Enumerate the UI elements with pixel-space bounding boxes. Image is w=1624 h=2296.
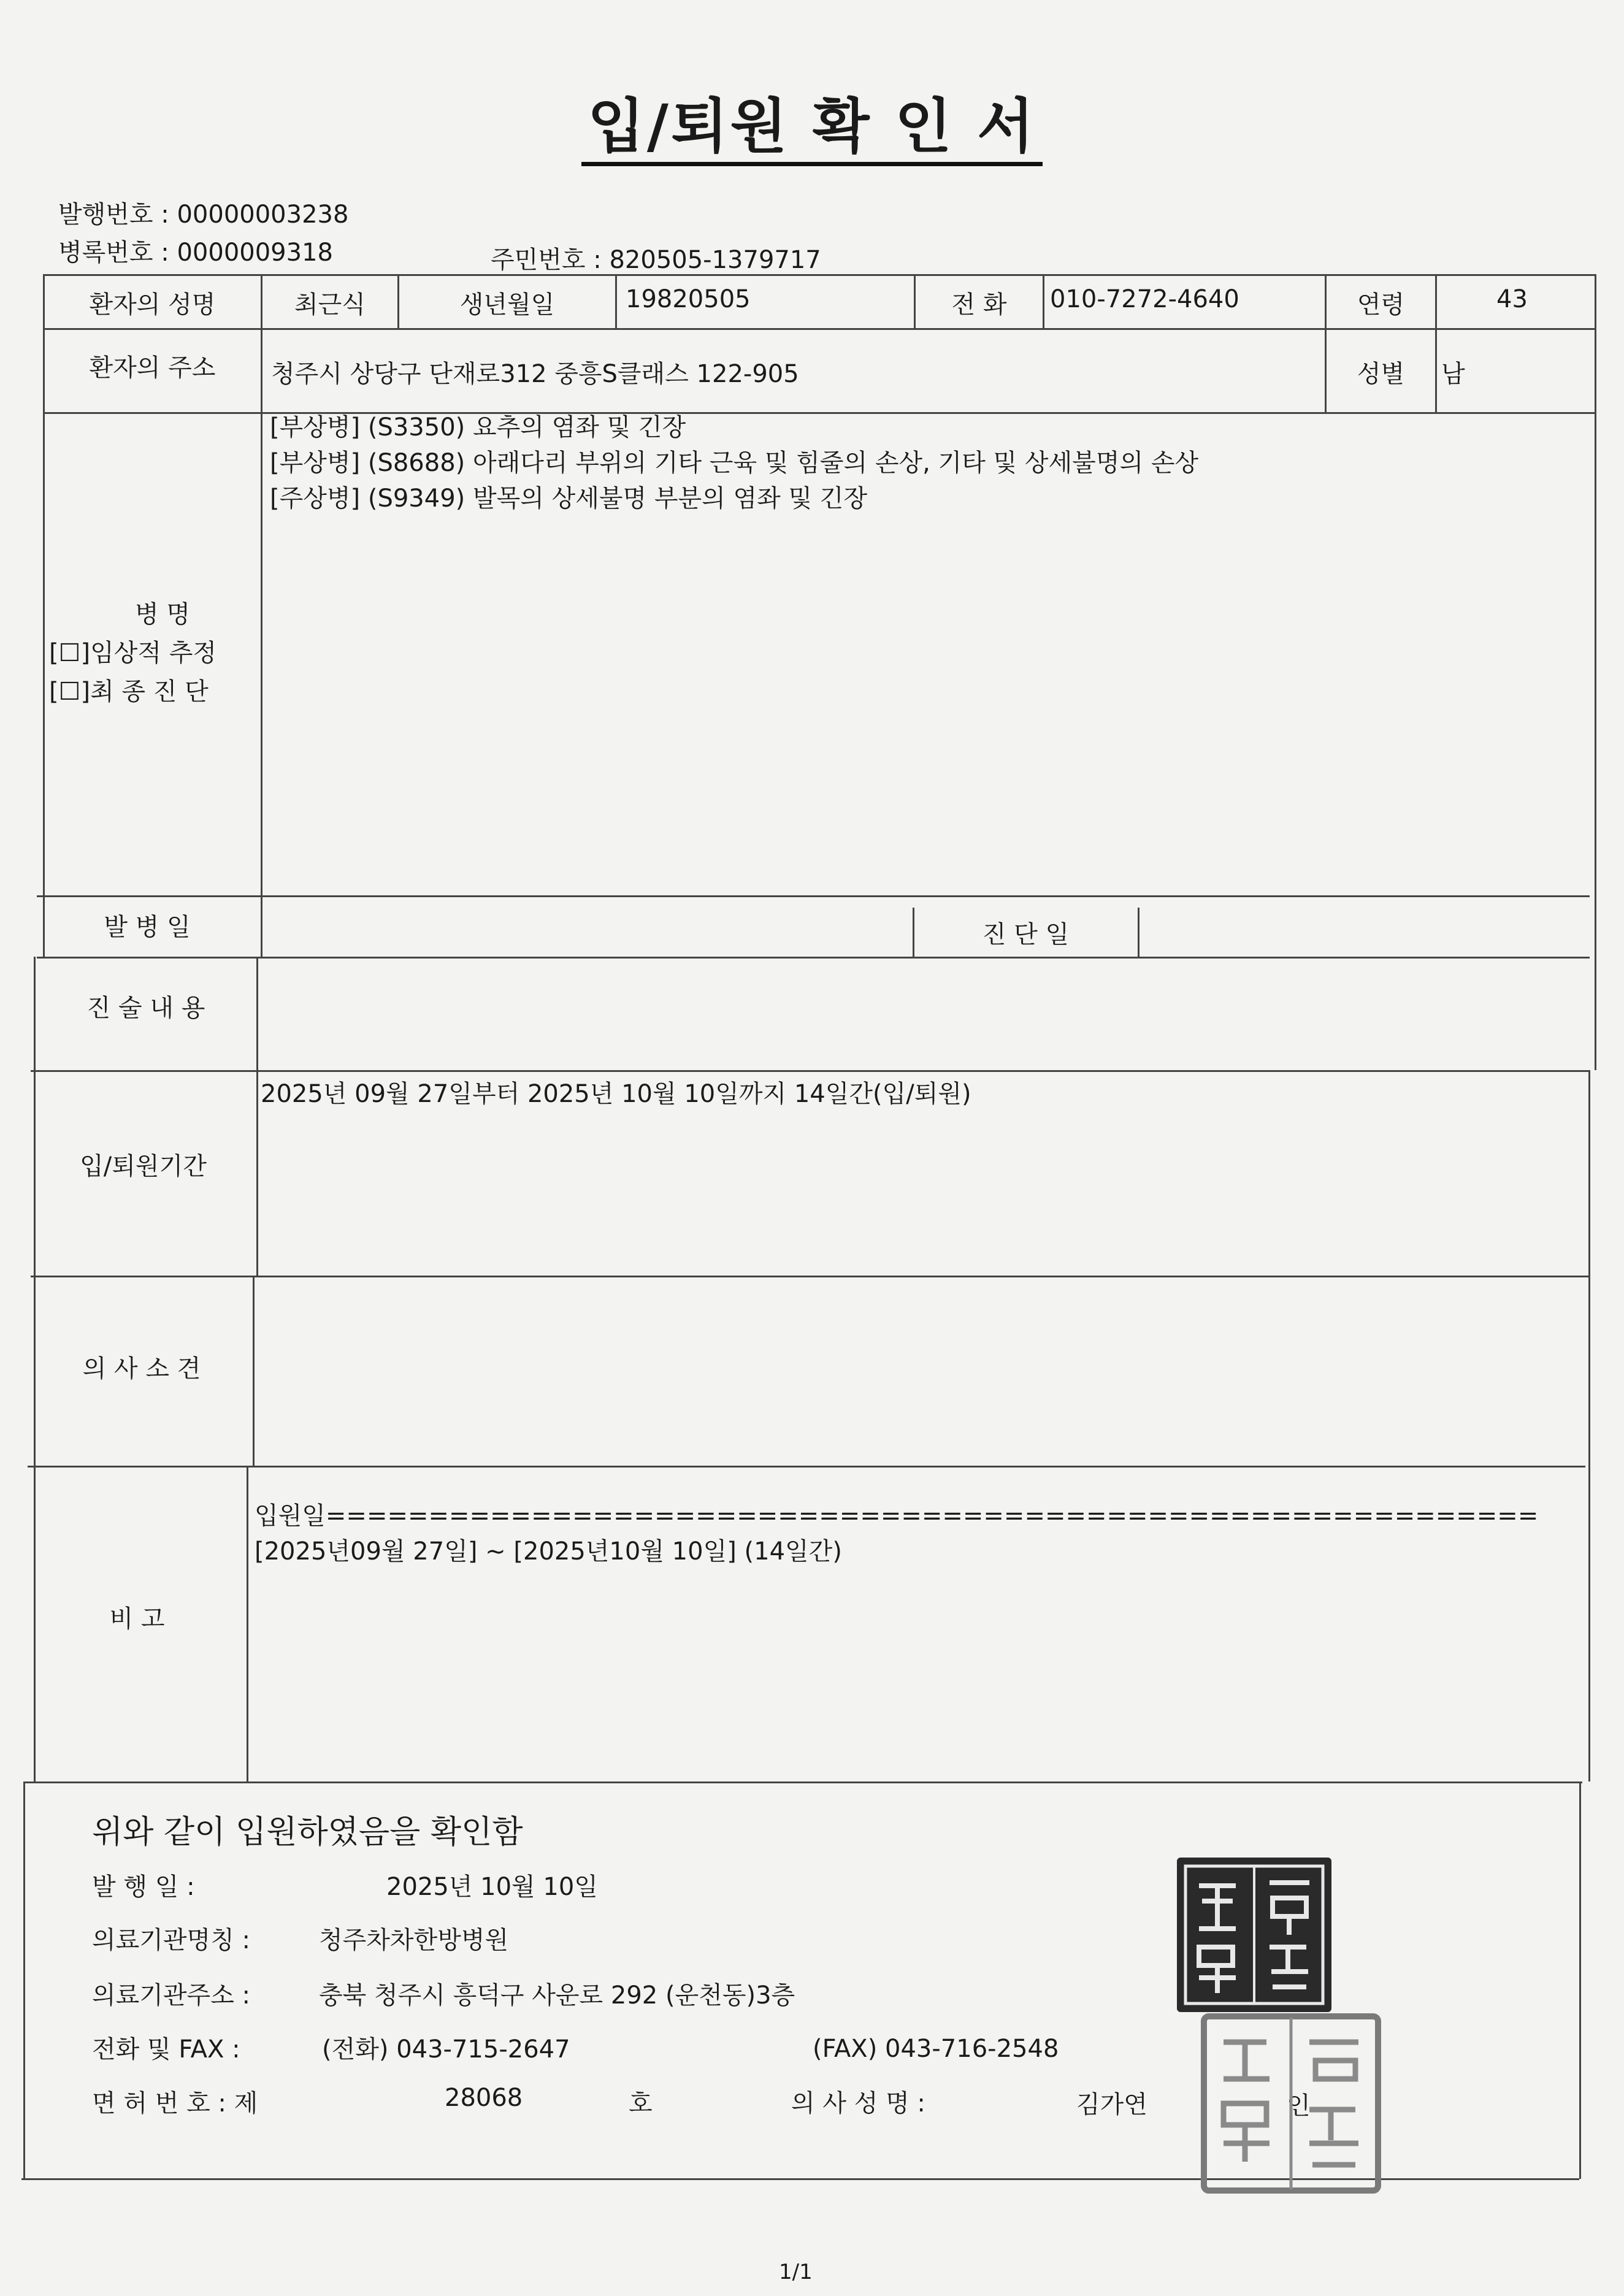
- birth-date-label: 생년월일: [459, 291, 555, 319]
- diagnosis-date-label: 진 단 일: [982, 920, 1070, 949]
- birth-date: 19820505: [626, 285, 751, 313]
- institution-address: 충북 청주시 흥덕구 사운로 292 (운천동)3층: [319, 1981, 795, 2010]
- table-row-divider: [37, 957, 1590, 959]
- phone: 010-7272-4640: [1050, 285, 1239, 313]
- table-border-right: [1588, 1070, 1590, 1781]
- table-row-divider: [31, 1070, 1588, 1072]
- diagnosis-line: [주상병] (S9349) 발목의 상세불명 부분의 염좌 및 긴장: [270, 484, 868, 513]
- sex: 남: [1441, 360, 1465, 388]
- checkbox-icon: [☐]: [49, 639, 91, 667]
- resident-number: [491, 240, 821, 275]
- column-divider: [615, 274, 617, 328]
- admission-period-label: 입/퇴원기간: [80, 1152, 207, 1181]
- diagnosis-line: [부상병] (S3350) 요추의 염좌 및 긴장: [270, 413, 686, 442]
- doctor-name-label: 의 사 성 명 :: [791, 2089, 925, 2118]
- address-label: 환자의 주소: [89, 354, 216, 382]
- institution-address-label: 의료기관주소 :: [92, 1981, 251, 2010]
- statement-label: 진 술 내 용: [86, 994, 205, 1022]
- doctor-name: 김가연: [1076, 2091, 1147, 2119]
- confirmation-statement: 위와 같이 입원하였음을 확인함: [92, 1814, 523, 1851]
- record-number: [58, 233, 333, 268]
- hospital-seal-icon: [1174, 1855, 1334, 2015]
- column-divider: [1138, 908, 1139, 957]
- issue-number: [58, 195, 348, 230]
- record-number-value: 0000009318: [177, 239, 333, 267]
- clinical-estimate-option: [49, 633, 251, 668]
- diagnosis-label: 병 명: [135, 600, 190, 629]
- label-column-divider: [256, 957, 258, 1276]
- sex-label: 성별: [1357, 360, 1405, 388]
- resident-number-value: 820505-1379717: [609, 246, 821, 274]
- table-row-divider: [43, 328, 1596, 330]
- address: 청주시 상당구 단재로312 중흥S클래스 122-905: [271, 360, 799, 388]
- document-title: [0, 80, 1624, 164]
- diagnosis-label-block: [49, 595, 251, 707]
- issue-date-label: 발 행 일 :: [92, 1873, 195, 1901]
- doctor-opinion-label: 의 사 소 견: [82, 1355, 201, 1383]
- patient-name-label: 환자의 성명: [89, 291, 216, 319]
- final-diagnosis-option: [49, 672, 251, 707]
- institution-name-label: 의료기관명칭 :: [92, 1926, 251, 1954]
- doctor-seal-icon: [1199, 2011, 1383, 2195]
- table-border-right: [1595, 274, 1596, 1070]
- seal-mark: 인: [1287, 2092, 1311, 2120]
- license-number: 28068: [445, 2084, 523, 2112]
- document-title-text: 입/퇴원 확 인 서: [581, 92, 1043, 166]
- telephone: (전화) 043-715-2647: [322, 2035, 570, 2064]
- license-label: 면 허 번 호 : 제: [92, 2089, 258, 2118]
- onset-date-label: 발 병 일: [104, 913, 191, 941]
- age: 43: [1496, 285, 1528, 313]
- diagnosis-line: [부상병] (S8688) 아래다리 부위의 기타 근육 및 힘줄의 손상, 기타 및 상세불명의 손상: [270, 449, 1199, 477]
- diagnosis-list: [270, 410, 1198, 516]
- admission-period: 2025년 09월 27일부터 2025년 10월 10일까지 14일간(입/퇴원): [261, 1080, 971, 1108]
- remarks-label: 비 고: [109, 1605, 165, 1633]
- institution-name: 청주차차한방병원: [319, 1926, 509, 1954]
- final-diagnosis-text: 최 종 진 단: [90, 678, 209, 706]
- phone-label: 전 화: [951, 291, 1007, 319]
- issue-number-value: 00000003238: [177, 201, 349, 229]
- column-divider: [1435, 274, 1437, 412]
- remarks-line-2: [2025년09월 27일] ~ [2025년10월 10일] (14일간): [255, 1537, 842, 1566]
- record-number-label: 병록번호 :: [58, 239, 177, 267]
- fax: (FAX) 043-716-2548: [813, 2035, 1059, 2063]
- clinical-estimate-text: 임상적 추정: [90, 639, 216, 667]
- label-column-divider: [247, 1466, 248, 1781]
- table-row-divider: [25, 1781, 1582, 1783]
- page-number: 1/1: [779, 2260, 813, 2284]
- issue-date: 2025년 10월 10일: [386, 1873, 598, 1901]
- table-row-divider: [28, 1466, 1585, 1468]
- table-row-divider: [37, 895, 1590, 897]
- table-border-right: [1579, 1781, 1581, 2179]
- tel-fax-label: 전화 및 FAX :: [92, 2035, 240, 2064]
- table-border-top: [43, 274, 1596, 276]
- license-suffix: 호: [629, 2089, 653, 2118]
- column-divider: [1043, 274, 1044, 328]
- table-border-left: [23, 1781, 25, 2179]
- patient-name: 최근식: [294, 291, 366, 319]
- checkbox-icon: [☐]: [49, 678, 91, 706]
- remarks-line-1: 입원일===========================================================: [255, 1502, 1539, 1530]
- age-label: 연령: [1357, 291, 1405, 319]
- issue-number-label: 발행번호 :: [58, 201, 177, 229]
- label-column-divider: [261, 274, 262, 957]
- table-row-divider: [31, 1276, 1588, 1277]
- resident-number-label: 주민번호 :: [491, 246, 610, 274]
- label-column-divider: [253, 1276, 255, 1466]
